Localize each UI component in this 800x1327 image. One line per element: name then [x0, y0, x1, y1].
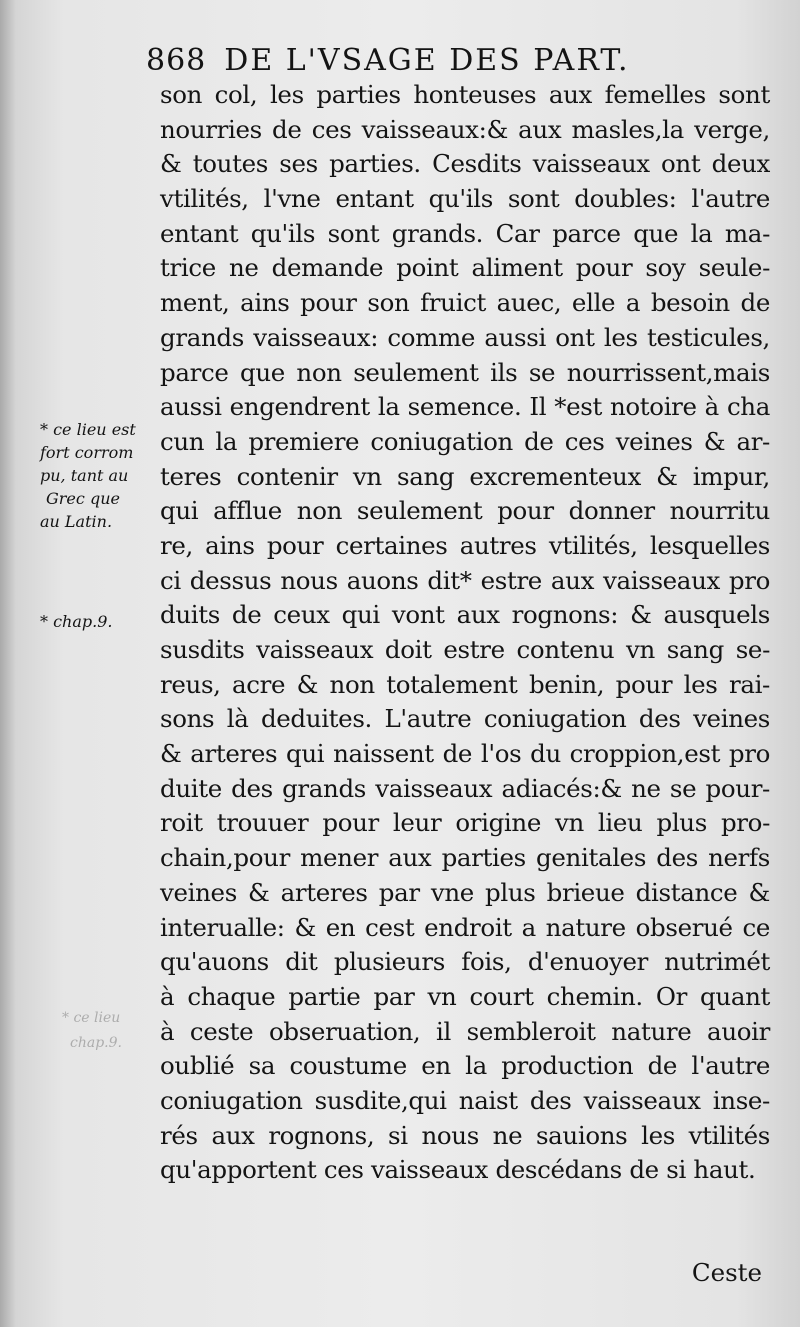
text-line: trice ne demande point aliment pour soy seule-	[160, 253, 770, 283]
bleed-through-text: chap.9.	[70, 1035, 122, 1051]
page-number: 868	[146, 43, 207, 78]
body-text	[160, 78, 770, 1188]
text-line: qui afflue non seulement pour donner nourritu	[160, 496, 770, 526]
text-line: entant qu'ils sont grands. Car parce que la ma-	[160, 218, 770, 248]
text-line: ci dessus nous auons dit* estre aux vaisseaux pro	[160, 565, 770, 595]
text-line: roit trouuer pour leur origine vn lieu plus pro-	[160, 808, 770, 838]
text-line: oublié sa coustume en la production de l'autre	[160, 1051, 770, 1081]
catchword: Ceste	[691, 1258, 762, 1287]
text-line: cun la premiere coniugation de ces veines & ar-	[160, 426, 770, 456]
text-line: parce que non seulement ils se nourrissent,mais	[160, 357, 770, 387]
running-title: DE L'VSAGE DES PART.	[224, 43, 630, 78]
text-line: nourries de ces vaisseaux:& aux masles,la verge,	[160, 114, 770, 144]
marginal-note-chapter-ref: * chap.9.	[40, 612, 113, 631]
text-line: ment, ains pour son fruict auec, elle a besoin de	[160, 288, 770, 318]
text-line: rés aux rognons, si nous ne sauions les vtilités	[160, 1120, 770, 1150]
text-line: & toutes ses parties. Cesdits vaisseaux ont deux	[160, 149, 770, 179]
text-line: reus, acre & non totalement benin, pour les rai-	[160, 669, 770, 699]
marginal-note-line: pu, tant au	[40, 466, 129, 485]
text-line: susdits vaisseaux doit estre contenu vn sang se-	[160, 635, 770, 664]
text-line: à chaque partie par vn court chemin. Or quant	[160, 981, 770, 1011]
text-line: re, ains pour certaines autres vtilités, lesquelles	[160, 530, 770, 560]
text-line: duite des grands vaisseaux adiacés:& ne se pour-	[160, 773, 770, 803]
text-line: duits de ceux qui vont aux rognons: & ausquels	[160, 600, 770, 630]
text-line: sons là deduites. L'autre coniugation des veines	[160, 704, 770, 734]
text-line: grands vaisseaux: comme aussi ont les testicules,	[160, 322, 770, 352]
text-line: teres contenir vn sang excrementeux & impur,	[160, 461, 770, 491]
text-line: qu'auons dit plusieurs fois, d'enuoyer nutrimét	[160, 947, 770, 977]
text-line: vtilités, l'vne entant qu'ils sont doubles: l'autre	[160, 184, 770, 214]
page-edge-shadow	[0, 0, 16, 1327]
text-line: veines & arteres par vne plus brieue distance &	[160, 877, 770, 907]
marginal-note-line: Grec que	[46, 489, 120, 508]
text-line: à ceste obseruation, il sembleroit nature auoir	[160, 1016, 770, 1046]
text-line: coniugation susdite,qui naist des vaisseaux inse-	[160, 1085, 770, 1115]
marginal-note-corrupt-passage	[40, 418, 158, 533]
text-line: qu'apportent ces vaisseaux descédans de si haut.	[160, 1155, 756, 1185]
text-line: chain,pour mener aux parties genitales des nerfs	[160, 843, 770, 873]
text-line: & arteres qui naissent de l'os du croppion,est pro	[160, 739, 770, 769]
text-line: son col, les parties honteuses aux femelles sont	[160, 80, 770, 109]
bleed-through-text: * ce lieu	[62, 1010, 121, 1026]
marginal-note-line: au Latin.	[40, 512, 113, 531]
running-head	[146, 20, 736, 76]
text-line: aussi engendrent la semence. Il *est notoire à cha	[160, 392, 770, 422]
marginal-note-line: * ce lieu est	[40, 420, 136, 439]
marginal-note-line: fort corrom	[40, 443, 134, 462]
text-line: interualle: & en cest endroit a nature obserué ce	[160, 912, 770, 942]
